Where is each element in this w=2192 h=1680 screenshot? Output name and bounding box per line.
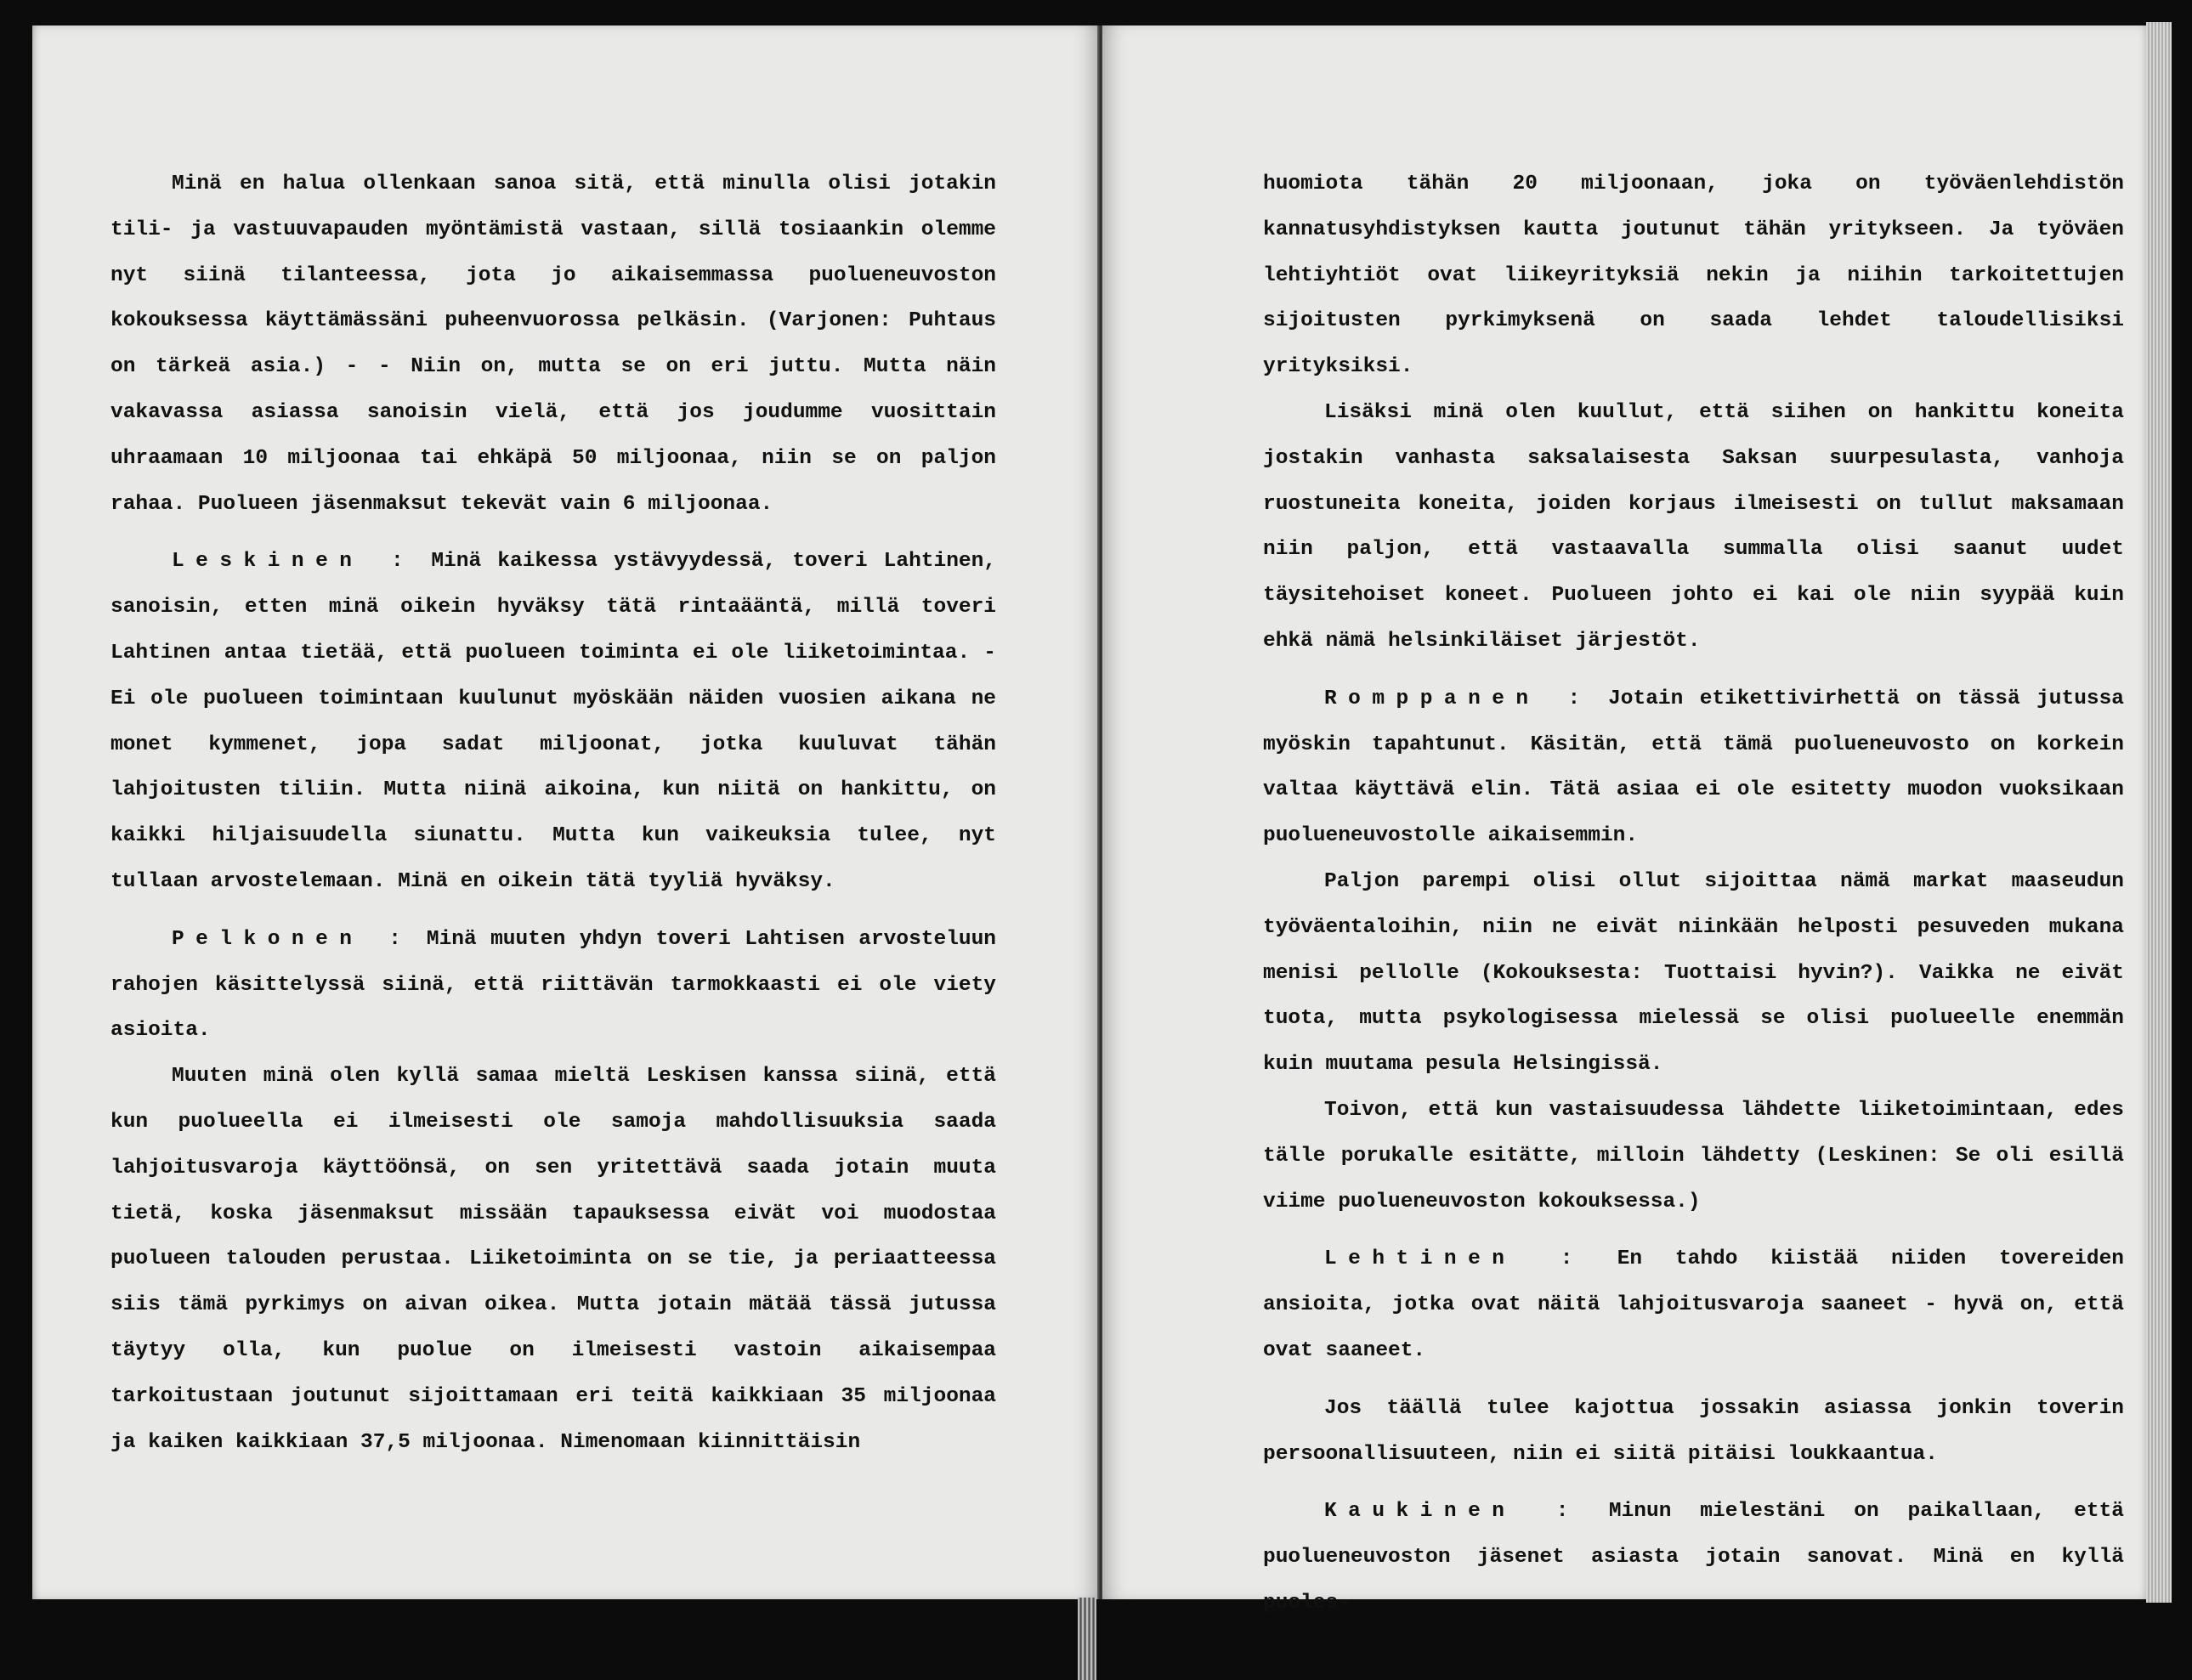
paragraph-text: Muuten minä olen kyllä samaa mieltä Leskisen kanssa siinä, että kun puolueella ei ilmeisesti ole samoja mahdollisuuksia saada lahjoitusvaroja käyttöönsä, on sen yritettävä saada jotain muuta tietä, koska jäsenmaksut missään tapauksessa eivät voi muodostaa puolueen talouden perustaa. Liiketoiminta on se tie, ja periaatteessa siis tämä pyrkimys on aivan oikea. Mutta jotain mätää tässä jutussa täytyy olla, kun puolue on ilmeisesti vastoin aikaisempaa tarkoitustaan joutunut sijoittamaan eri teitä kaikkiaan 35 miljoonaa ja kaiken kaikkiaan 37,5 miljoonaa. Nimenomaan kiinnittäisin [110, 1065, 996, 1454]
speaker-name: Leskinen : [172, 550, 416, 574]
paragraph [1263, 1386, 2124, 1478]
book-spine [1078, 1598, 1096, 1680]
left-page [32, 25, 1099, 1599]
paragraph [1263, 859, 2124, 1088]
left-page-text [110, 161, 996, 1465]
right-page [1102, 25, 2146, 1615]
paragraph-text: Minun mielestäni on paikallaan, että puolueneuvoston jäsenet asiasta jotain sanovat. Minä en kyllä puoles- [1263, 1500, 2124, 1615]
paragraph [110, 539, 996, 904]
paragraph [1263, 676, 2124, 859]
paragraph [1263, 1489, 2124, 1626]
paragraph [1263, 1236, 2124, 1373]
paragraph-text: Lisäksi minä olen kuullut, että siihen on hankittu koneita jostakin vanhasta saksalaisesta Saksan suurpesulasta, vanhoja ruostuneita koneita, joiden korjaus ilmeisesti on tullut maksamaan niin paljon, että vastaavalla summalla olisi saanut uudet täysitehoiset koneet. Puolueen johto ei kai ole niin syypää kuin ehkä nämä helsinkiläiset järjestöt. [1263, 400, 2124, 653]
page-stack-edge [2146, 22, 2172, 1603]
speaker-name: Romppanen : [1324, 687, 1592, 710]
speaker-name: Kaukinen : [1324, 1500, 1580, 1524]
speaker-name: Lehtinen : [1324, 1247, 1584, 1271]
paragraph-text: Paljon parempi olisi ollut sijoittaa nämä markat maaseudun työväentaloihin, niin ne eivät niinkään helposti pesuveden mukana menisi pellolle (Kokouksesta: Tuottaisi hyvin?). Vaikka ne eivät tuota, mutta psykologisessa mielessä se olisi puolueelle enemmän kuin muutama pesula Helsingissä. [1263, 869, 2124, 1077]
paragraph-text: Jotain etikettivirhettä on tässä jutussa myöskin tapahtunut. Käsitän, että tämä puolueneuvosto on korkein valtaa käyttävä elin. Tätä asiaa ei ole esitetty muodon vuoksikaan puolueneuvostolle aikaisemmin. [1263, 687, 2125, 848]
paragraph [1263, 161, 2124, 390]
paragraph [1263, 1088, 2124, 1225]
paragraph [110, 1054, 996, 1465]
paragraph-text: huomiota tähän 20 miljoonaan, joka on työväenlehdistön kannatusyhdistyksen kautta joutunut tähän yritykseen. Ja työväen lehtiyhtiöt ovat liikeyrityksiä nekin ja niihin tarkoitettujen sijoitusten pyrkimyksenä on saada lehdet taloudellisiksi yrityksiksi. [1263, 173, 2124, 379]
paragraph [110, 161, 996, 527]
paragraph-text: En tahdo kiistää niiden tovereiden ansioita, jotka ovat näitä lahjoitusvaroja saaneet - hyvä on, että ovat saaneet. [1263, 1247, 2125, 1362]
paragraph-text: Toivon, että kun vastaisuudessa lähdette liiketoimintaan, edes tälle porukalle esitätte, milloin lähdetty (Leskinen: Se oli esillä viime puolueneuvoston kokouksessa.) [1263, 1098, 2124, 1213]
paragraph-text: Jos täällä tulee kajottua jossakin asiassa jonkin toverin persoonallisuuteen, niin ei siitä pitäisi loukkaantua. [1263, 1396, 2124, 1466]
right-page-text [1263, 161, 2124, 1626]
paragraph-text: Minä en halua ollenkaan sanoa sitä, että minulla olisi jotakin tili- ja vastuuvapauden myöntämistä vastaan, sillä tosiaankin olemme nyt siinä tilanteessa, jota jo aikaisemmassa puolueneuvoston kokouksessa käyttämässäni puheenvuorossa pelkäsin. (Varjonen: Puhtaus on tärkeä asia.) - - Niin on, mutta se on eri juttu. Mutta näin vakavassa asiassa sanoisin vielä, että jos joudumme vuosittain uhraamaan 10 miljoonaa tai ehkäpä 50 miljoonaa, niin se on paljon rahaa. Puolueen jäsenmaksut tekevät vain 6 miljoonaa. [110, 173, 996, 516]
speaker-name: Pelkonen : [172, 927, 413, 951]
paragraph-text: Minä kaikessa ystävyydessä, toveri Lahtinen, sanoisin, etten minä oikein hyväksy tätä rintaääntä, millä toveri Lahtinen antaa tietää, että puolueen toiminta ei ole liiketoimintaa. - Ei ole puolueen toimintaan kuulunut myöskään näiden vuosien aikana ne monet kymmenet, jopa sadat miljoonat, jotka kuuluvat tähän lahjoitusten tiliin. Mutta niinä aikoina, kun niitä on hankittu, on kaikki hiljaisuudella siunattu. Mutta kun vaikeuksia tulee, nyt tullaan arvostelemaan. Minä en oikein tätä tyyliä hyväksy. [110, 550, 997, 893]
paragraph [110, 917, 996, 1054]
paragraph [1263, 390, 2124, 665]
paragraph-text: Minä muuten yhdyn toveri Lahtisen arvosteluun rahojen käsittelyssä siinä, että riittävän tarmokkaasti ei ole viety asioita. [110, 927, 997, 1043]
